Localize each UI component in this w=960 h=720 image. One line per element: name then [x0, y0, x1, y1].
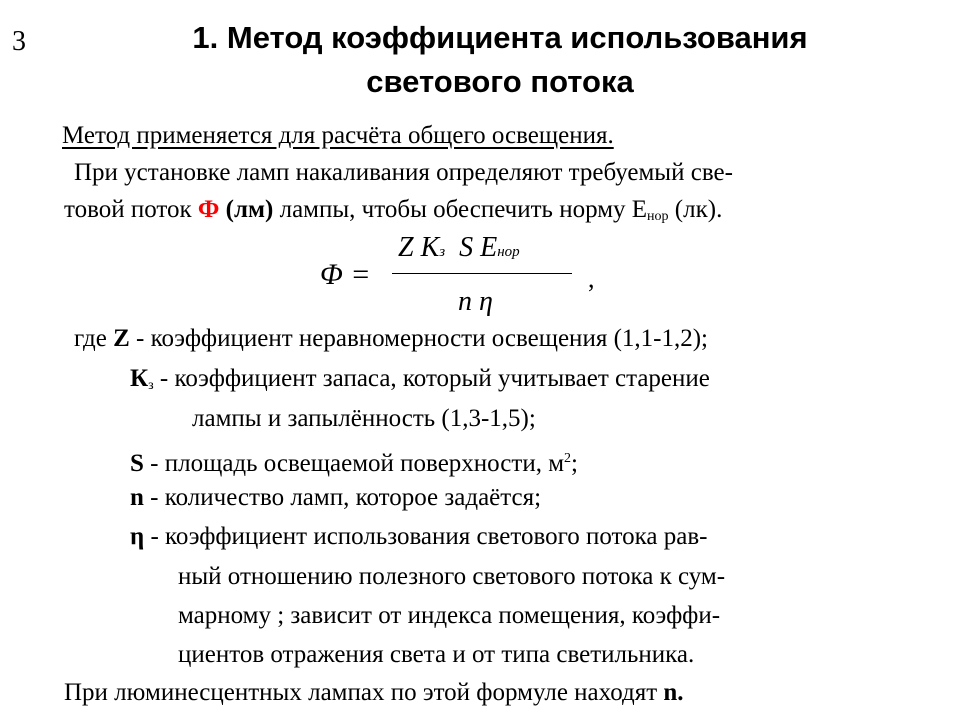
paragraph-line-2 — [64, 195, 722, 232]
lumen-unit: (лм) — [219, 196, 274, 223]
formula-comma: , — [588, 264, 595, 293]
definition-k — [130, 364, 710, 401]
formula-s: S — [459, 232, 474, 263]
title-line-2: светового потока — [366, 64, 634, 99]
k-subscript: з — [148, 378, 154, 393]
nor-subscript: нор — [647, 209, 669, 224]
fraction-bar — [392, 273, 572, 274]
formula-e-subscript: нор — [497, 244, 520, 260]
formula-z: Z — [398, 232, 414, 263]
formula-e: E — [480, 232, 498, 263]
n-symbol: n — [130, 484, 144, 511]
def-text: - коэффициент запаса, который учитывает старение — [153, 365, 710, 392]
definition-eta-line-3: марному ; зависит от индекса помещения, коэффи- — [178, 602, 721, 629]
paragraph-text: (лк). — [668, 196, 723, 223]
definition-eta-line-2: ный отношению полезного светового потока к сум- — [178, 563, 726, 590]
def-text: - площадь освещаемой поверхности, м — [143, 450, 565, 477]
definition-n — [130, 483, 541, 513]
slide-number: 3 — [12, 26, 26, 57]
def-text: где — [74, 325, 114, 352]
eta-symbol: η — [130, 523, 145, 550]
definition-k-continued: лампы и запылённость (1,3-1,5); — [192, 405, 536, 432]
page-title — [90, 16, 910, 104]
luminous-flux-formula — [320, 228, 620, 323]
formula-numerator — [398, 232, 520, 264]
definition-eta — [130, 522, 707, 552]
def-text: - коэффициент использования светового потока рав- — [144, 523, 708, 550]
formula-denominator: n η — [458, 286, 493, 317]
formula-k: K — [420, 232, 440, 263]
title-line-1: 1. Метод коэффициента использования — [192, 20, 808, 55]
phi-symbol: Ф — [197, 196, 220, 223]
intro-line: Метод применяется для расчёта общего освещения. — [62, 122, 614, 149]
def-text: - коэффициент неравномерности освещения (1,1-1,2); — [129, 325, 708, 352]
def-text: ; — [571, 450, 578, 477]
paragraph-line-1: При установке ламп накаливания определяют требуемый све- — [74, 159, 733, 186]
def-text: - количество ламп, которое задаётся; — [143, 484, 542, 511]
definition-eta-line-4: циентов отражения света и от типа светильника. — [178, 641, 695, 668]
footer-text: При люминесцентных лампах по этой формуле находят — [64, 679, 664, 706]
definition-z — [74, 324, 708, 354]
paragraph-text: лампы, чтобы обеспечить норму Е — [273, 196, 648, 223]
paragraph-text: товой поток — [64, 196, 198, 223]
footer-n: n. — [663, 679, 684, 706]
formula-k-subscript: з — [439, 244, 446, 260]
k-symbol: К — [130, 365, 149, 392]
s-symbol: S — [130, 450, 144, 477]
formula-lhs: Φ = — [320, 258, 371, 291]
s-superscript: 2 — [564, 451, 572, 466]
footer-line — [64, 678, 684, 708]
definition-s — [130, 444, 578, 479]
z-symbol: Z — [113, 325, 130, 352]
